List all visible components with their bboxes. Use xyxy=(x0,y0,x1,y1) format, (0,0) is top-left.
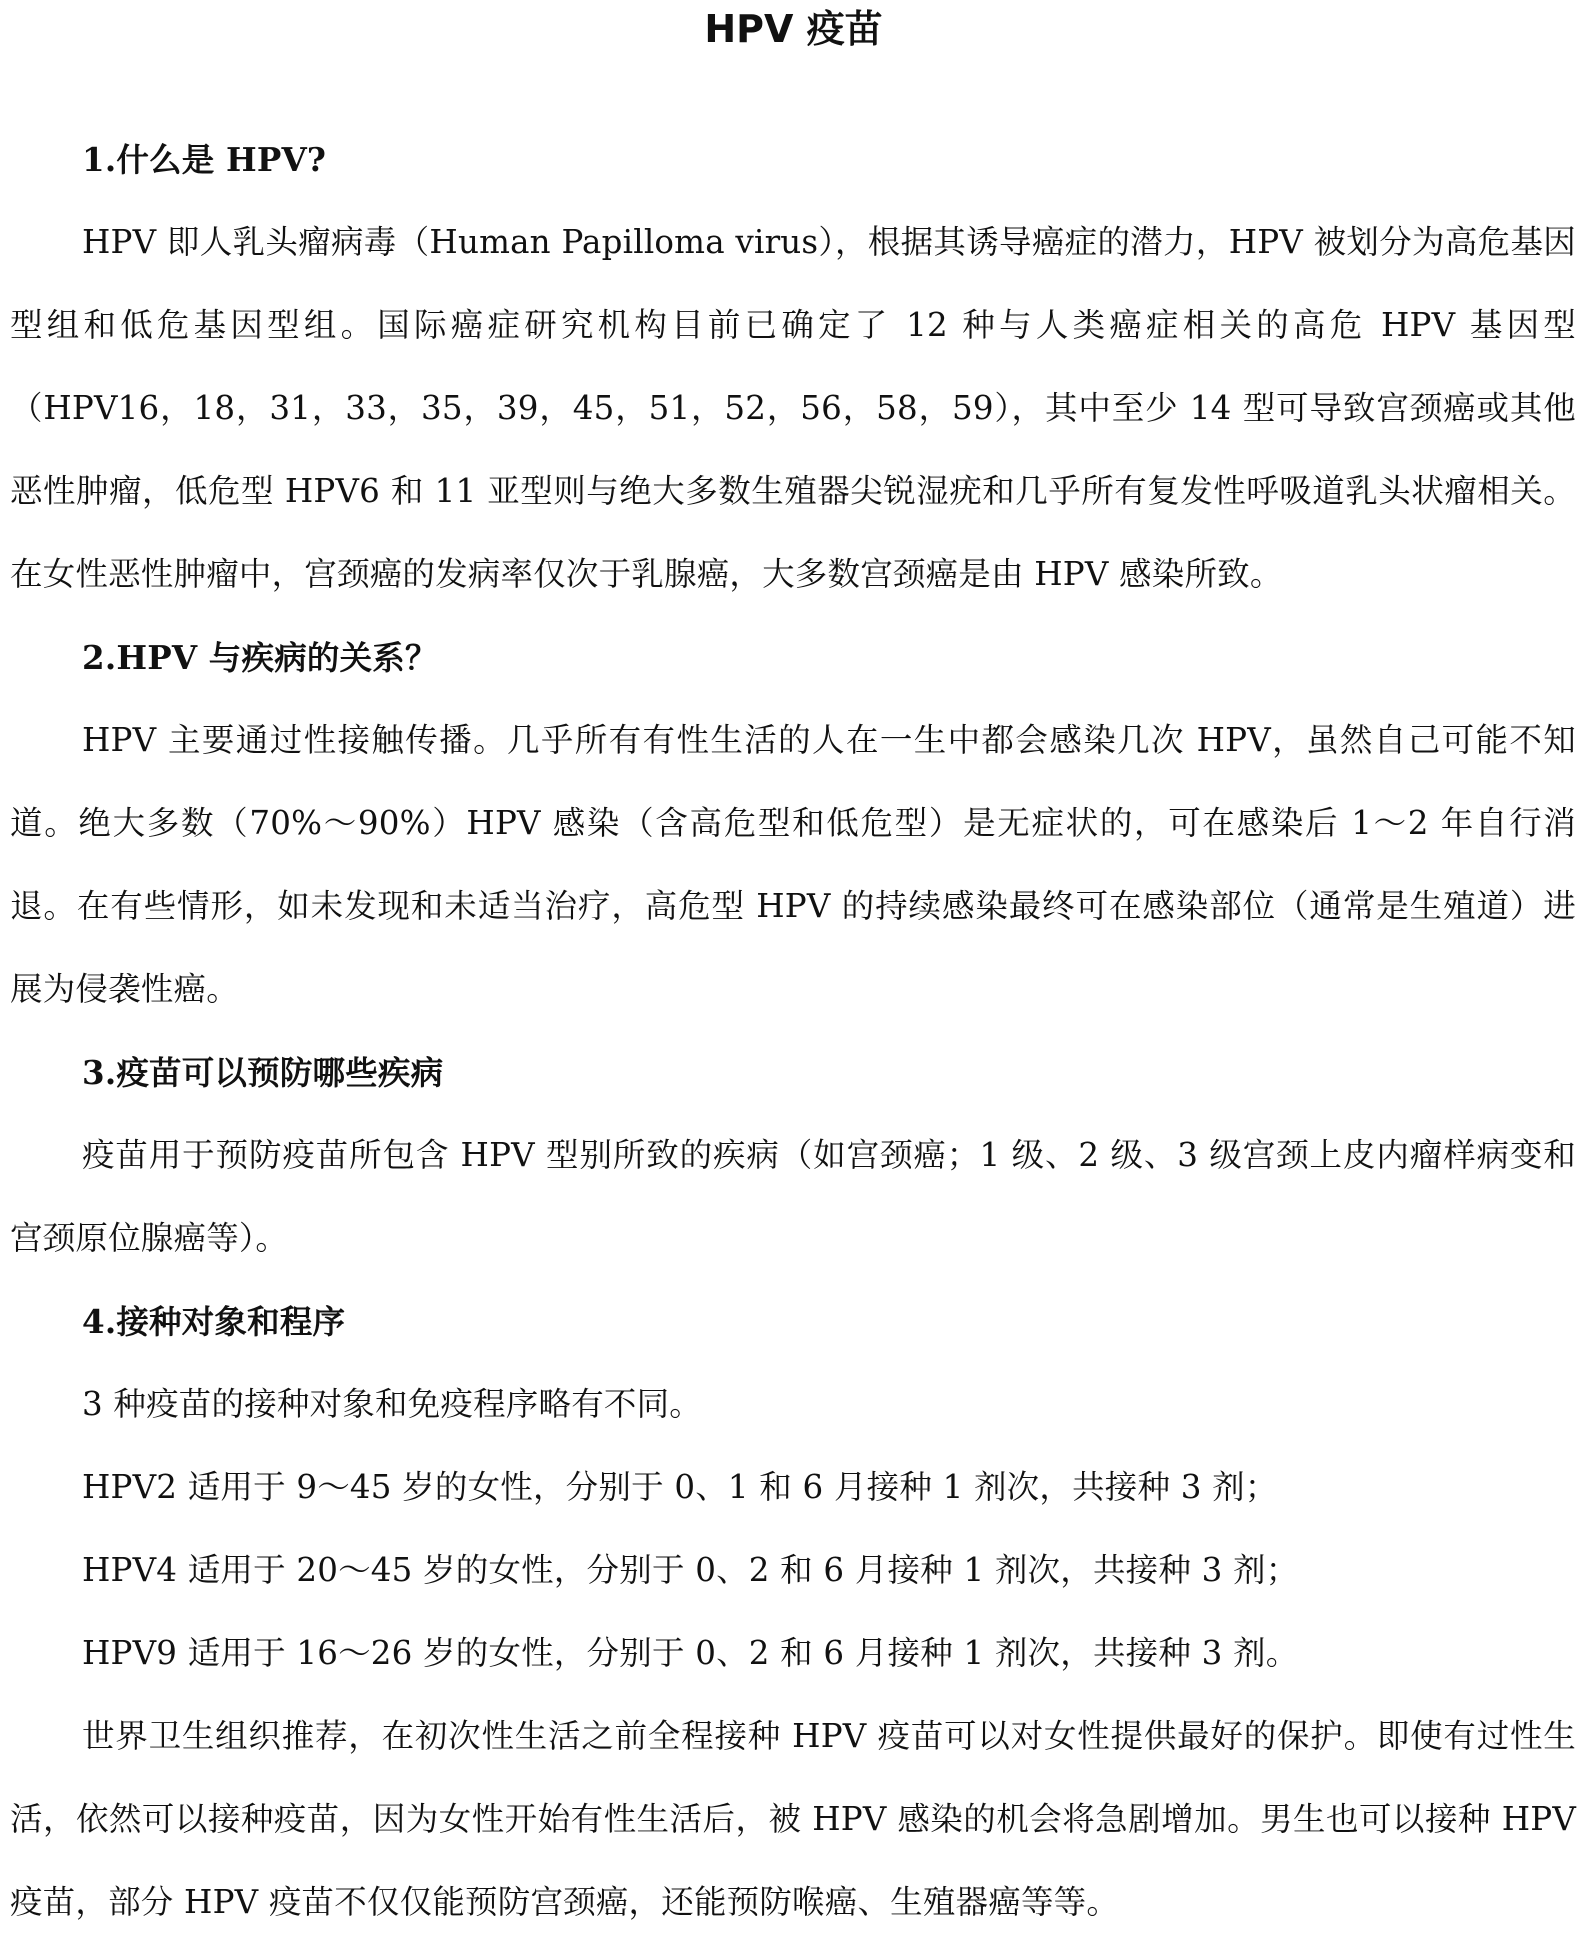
document-body xyxy=(10,118,1576,1944)
paragraph-hpv4-schedule: HPV4 适用于 20～45 岁的女性，分别于 0、2 和 6 月接种 1 剂次，共接种 3 剂； xyxy=(82,1551,1299,1589)
paragraph: HPV 主要通过性接触传播。几乎所有有性生活的人在一生中都会感染几次 HPV，虽然自己可能不知道。绝大多数（70%～90%）HPV 感染（含高危型和低危型）是无症状的，可在感染后 1～2 年自行消退。在有些情形，如未发现和未适当治疗，高危型 HPV 的持续感染最终可在感染部位（通常是生殖道）进展为侵袭性癌。 xyxy=(10,721,1576,1008)
paragraph: 疫苗用于预防疫苗所包含 HPV 型别所致的疾病（如宫颈癌；1 级、2 级、3 级宫颈上皮内瘤样病变和宫颈原位腺癌等）。 xyxy=(10,1136,1576,1257)
section-hpv-and-disease xyxy=(10,616,1576,1031)
paragraph-hpv2-schedule: HPV2 适用于 9～45 岁的女性，分别于 0、1 和 6 月接种 1 剂次，共接种 3 剂； xyxy=(82,1468,1278,1506)
section-heading: 4.接种对象和程序 xyxy=(82,1302,346,1341)
section-preventable-diseases xyxy=(10,1031,1576,1280)
section-heading: 2.HPV 与疾病的关系？ xyxy=(82,638,438,677)
paragraph: HPV 即人乳头瘤病毒（Human Papilloma virus），根据其诱导癌症的潜力，HPV 被划分为高危基因型组和低危基因型组。国际癌症研究机构目前已确定了 12 种与人类癌症相关的高危 HPV 基因型（HPV16，18，31，33，35，39，45，51，52，56，58，59），其中至少 14 型可导致宫颈癌或其他恶性肿瘤，低危型 HPV6 和 11 亚型则与绝大多数生殖器尖锐湿疣和几乎所有复发性呼吸道乳头状瘤相关。在女性恶性肿瘤中，宫颈癌的发病率仅次于乳腺癌，大多数宫颈癌是由 HPV 感染所致。 xyxy=(10,223,1576,593)
paragraph-hpv9-schedule: HPV9 适用于 16～26 岁的女性，分别于 0、2 和 6 月接种 1 剂次，共接种 3 剂。 xyxy=(82,1634,1299,1672)
section-heading: 3.疫苗可以预防哪些疾病 xyxy=(82,1053,444,1092)
paragraph-who-recommendation: 世界卫生组织推荐，在初次性生活之前全程接种 HPV 疫苗可以对女性提供最好的保护。即使有过性生活，依然可以接种疫苗，因为女性开始有性生活后，被 HPV 感染的机会将急剧增加。男生也可以接种 HPV 疫苗，部分 HPV 疫苗不仅仅能预防宫颈癌，还能预防喉癌、生殖器癌等等。 xyxy=(10,1717,1576,1921)
section-heading: 1.什么是 HPV? xyxy=(82,140,327,179)
section-what-is-hpv xyxy=(10,118,1576,616)
section-vaccination-schedule xyxy=(10,1280,1576,1944)
page-title: HPV 疫苗 xyxy=(704,7,883,51)
paragraph: 3 种疫苗的接种对象和免疫程序略有不同。 xyxy=(82,1385,703,1423)
